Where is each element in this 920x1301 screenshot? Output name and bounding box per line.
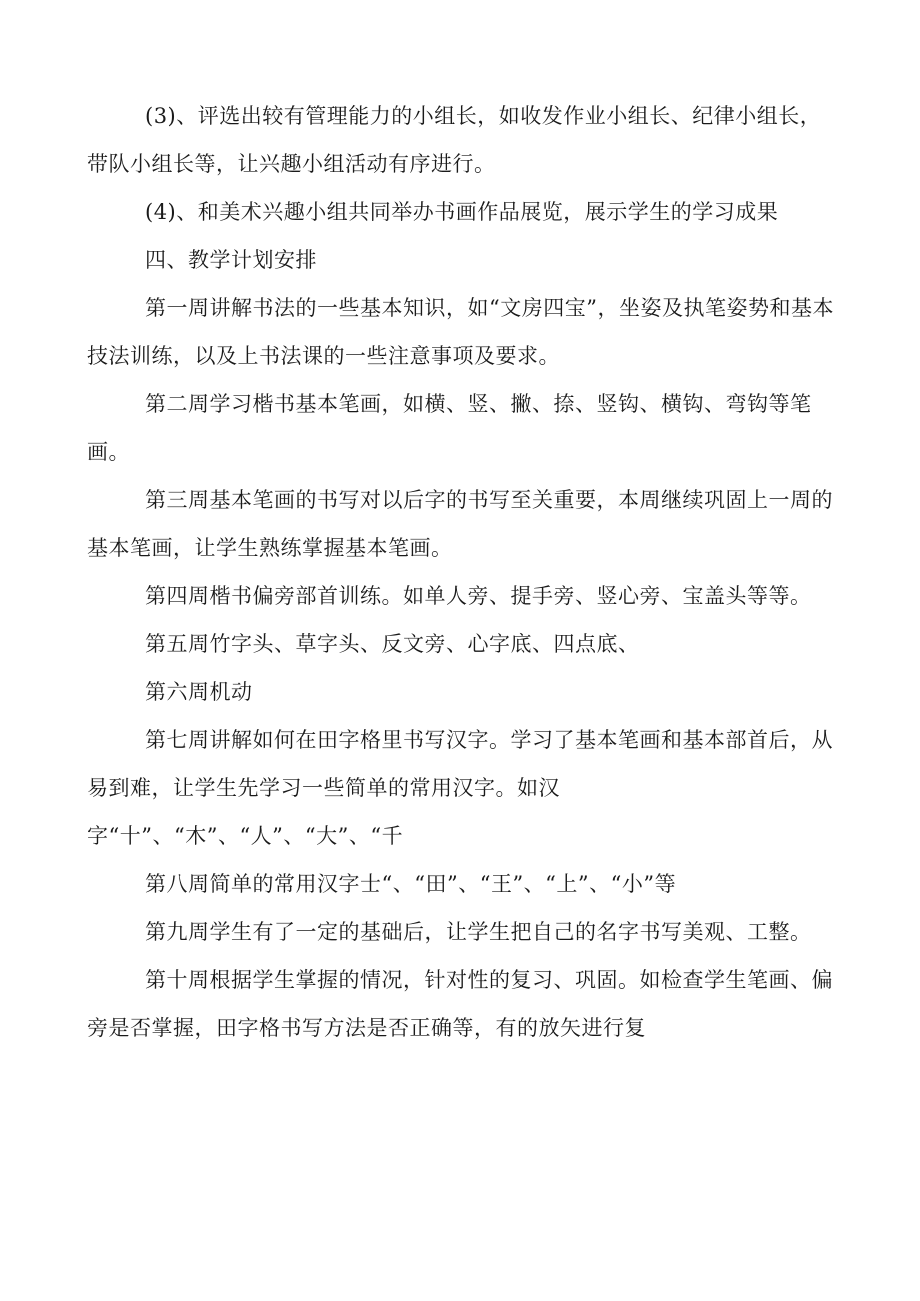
paragraph-week-6: 第六周机动 xyxy=(145,680,253,704)
document-body xyxy=(87,92,835,1052)
paragraph-week-10: 第十周根据学生掌握的情况，针对性的复习、巩固。如检查学生笔画、偏旁是否掌握，田字格书写方法是否正确等，有的放矢进行复 xyxy=(87,968,833,1040)
section-heading-teaching-plan: 四、教学计划安排 xyxy=(145,248,317,272)
paragraph-week-5: 第五周竹字头、草字头、反文旁、心字底、四点底、 xyxy=(145,632,640,656)
paragraph-week-9: 第九周学生有了一定的基础后，让学生把自己的名字书写美观、工整。 xyxy=(145,920,812,944)
paragraph-week-2: 第二周学习楷书基本笔画，如横、竖、撇、捺、竖钩、横钩、弯钩等笔画。 xyxy=(87,392,812,464)
paragraph-item-3: (3)、评选出较有管理能力的小组长，如收发作业小组长、纪律小组长，带队小组长等，让兴趣小组活动有序进行。 xyxy=(87,104,822,176)
paragraph-week-8: 第八周简单的常用汉字士“、“田”、“王”、“上”、“小”等 xyxy=(145,872,677,896)
paragraph-week-1: 第一周讲解书法的一些基本知识，如“文房四宝”，坐姿及执笔姿势和基本技法训练，以及上书法课的一些注意事项及要求。 xyxy=(87,296,834,368)
paragraph-item-4: (4)、和美术兴趣小组共同举办书画作品展览，展示学生的学习成果 xyxy=(145,200,779,224)
paragraph-week-4: 第四周楷书偏旁部首训练。如单人旁、提手旁、竖心旁、宝盖头等等。 xyxy=(145,584,812,608)
paragraph-week-3: 第三周基本笔画的书写对以后字的书写至关重要，本周继续巩固上一周的基本笔画，让学生熟练掌握基本笔画。 xyxy=(87,488,833,560)
paragraph-week-7: 第七周讲解如何在田字格里书写汉字。学习了基本笔画和基本部首后，从易到难，让学生先学习一些简单的常用汉字。如汉字“十”、“木”、“人”、“大”、“千 xyxy=(87,728,833,848)
